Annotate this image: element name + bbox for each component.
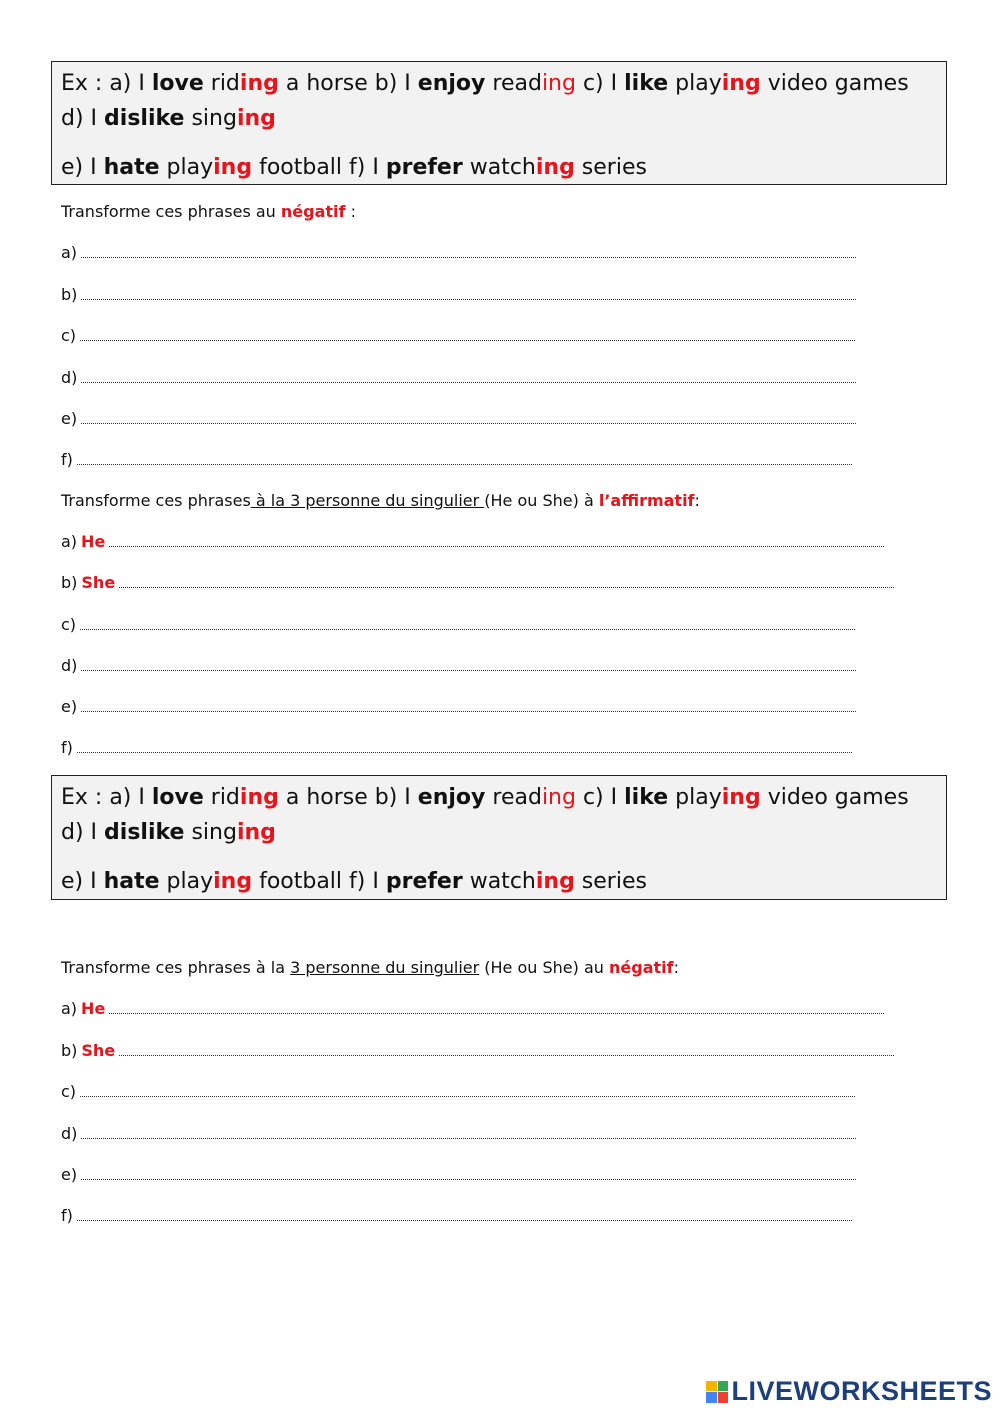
affirmatif-answer-line <box>61 738 852 757</box>
sentence-text: read <box>485 785 542 810</box>
sentence-text: play <box>159 155 214 180</box>
example-box-2 <box>51 775 947 900</box>
item-label: a) <box>61 532 78 551</box>
negatif-answer-line <box>61 409 856 428</box>
instruction-highlight: l’affirmatif <box>598 491 695 510</box>
affirmatif-answer-line <box>61 697 856 716</box>
instruction-underlined: à la 3 personne du singulier <box>250 491 485 510</box>
sentence-text: c) I <box>575 785 625 810</box>
answer-blank[interactable] <box>119 1055 894 1056</box>
instruction-text-middle: (He ou She) à <box>484 491 599 510</box>
answer-blank[interactable] <box>77 464 852 465</box>
sentence-text: play <box>159 869 214 894</box>
affirmatif-answer-line <box>61 656 856 675</box>
instruction-underlined: 3 personne du singulier <box>290 958 480 977</box>
instruction-text-end: : <box>345 202 356 221</box>
sentence-text: e) I <box>61 869 104 894</box>
sentence-text: a horse b) I <box>278 71 418 96</box>
instruction-text-middle: (He ou She) au <box>479 958 609 977</box>
instruction-text: Transforme ces phrases <box>61 491 251 510</box>
item-label: c) <box>61 615 77 634</box>
he-she-negatif-answer-line <box>61 1041 894 1060</box>
emphasis-word: prefer <box>385 869 463 894</box>
sentence-text: sing <box>184 106 237 131</box>
sentence-text: c) I <box>575 71 625 96</box>
item-label: b) <box>61 285 78 304</box>
answer-blank[interactable] <box>119 587 894 588</box>
he-she-negatif-answer-line <box>61 1124 856 1143</box>
answer-blank[interactable] <box>81 1179 856 1180</box>
pronoun-label: She <box>81 1041 116 1060</box>
he-she-negatif-answer-line <box>61 1165 856 1184</box>
example-1-line-2 <box>61 150 936 185</box>
sentence-text: play <box>668 785 722 810</box>
example-1-line-1 <box>61 66 936 136</box>
instruction-highlight: négatif <box>280 202 346 221</box>
instruction-highlight: négatif <box>609 958 674 977</box>
sentence-text: sing <box>184 820 237 845</box>
sentence-text: watch <box>462 155 536 180</box>
sentence-text: video games d) I <box>61 785 909 845</box>
item-label: f) <box>61 450 73 469</box>
item-label: a) <box>61 999 78 1018</box>
item-label: d) <box>61 656 78 675</box>
he-she-negatif-answer-line <box>61 1082 855 1101</box>
emphasis-word: ing <box>239 71 279 96</box>
sentence-text: e) I <box>61 155 104 180</box>
answer-blank[interactable] <box>81 257 856 258</box>
sentence-text: rid <box>203 785 240 810</box>
sentence-text: series <box>574 155 647 180</box>
emphasis-word: love <box>151 71 204 96</box>
sentence-text: play <box>668 71 722 96</box>
item-label: f) <box>61 1206 73 1225</box>
negatif-answer-line <box>61 243 856 262</box>
emphasis-word: ing <box>239 785 279 810</box>
answer-blank[interactable] <box>80 1096 855 1097</box>
instruction-text: Transforme ces phrases au <box>61 202 281 221</box>
negatif-answer-line <box>61 326 855 345</box>
answer-blank[interactable] <box>77 1220 852 1221</box>
emphasis-word: love <box>151 785 204 810</box>
emphasis-word: dislike <box>104 106 185 131</box>
he-she-negatif-answer-line <box>61 999 884 1018</box>
emphasis-word: like <box>624 71 669 96</box>
item-label: a) <box>61 243 78 262</box>
emphasis-word: dislike <box>104 820 185 845</box>
negatif-answer-line <box>61 368 856 387</box>
sentence-text: series <box>574 869 647 894</box>
emphasis-word: hate <box>103 155 160 180</box>
item-label: b) <box>61 1041 78 1060</box>
sentence-text: video games d) I <box>61 71 909 131</box>
answer-blank[interactable] <box>109 1013 884 1014</box>
instruction-text: Transforme ces phrases à la <box>61 958 291 977</box>
instruction-negatif <box>61 202 356 221</box>
item-label: d) <box>61 368 78 387</box>
emphasis-word: hate <box>103 869 160 894</box>
emphasis-word: ing <box>541 71 576 96</box>
sentence-text: football f) I <box>252 869 386 894</box>
answer-blank[interactable] <box>80 629 855 630</box>
example-2-line-1 <box>61 780 936 850</box>
answer-blank[interactable] <box>80 340 855 341</box>
item-label: e) <box>61 697 78 716</box>
emphasis-word: ing <box>213 869 253 894</box>
instruction-text-end: : <box>694 491 700 510</box>
emphasis-word: like <box>624 785 669 810</box>
emphasis-word: ing <box>236 106 276 131</box>
affirmatif-answer-line <box>61 532 884 551</box>
item-label: b) <box>61 573 78 592</box>
liveworksheets-logo[interactable] <box>706 1376 992 1407</box>
sentence-text: Ex : a) I <box>61 71 152 96</box>
pronoun-label: He <box>81 999 106 1018</box>
he-she-negatif-answer-line <box>61 1206 852 1225</box>
answer-blank[interactable] <box>81 711 856 712</box>
instruction-he-she-negatif <box>61 958 679 977</box>
sentence-text: football f) I <box>252 155 386 180</box>
item-label: f) <box>61 738 73 757</box>
sentence-text: Ex : a) I <box>61 785 152 810</box>
item-label: e) <box>61 1165 78 1184</box>
example-box-1 <box>51 61 947 185</box>
emphasis-word: enjoy <box>417 71 486 96</box>
negatif-answer-line <box>61 285 856 304</box>
answer-blank[interactable] <box>81 670 856 671</box>
answer-blank[interactable] <box>81 299 856 300</box>
item-label: d) <box>61 1124 78 1143</box>
emphasis-word: ing <box>535 155 575 180</box>
liveworksheets-logo-icon <box>706 1381 728 1403</box>
emphasis-word: ing <box>236 820 276 845</box>
instruction-text-end: : <box>673 958 679 977</box>
example-2-line-2 <box>61 864 936 899</box>
emphasis-word: ing <box>213 155 253 180</box>
answer-blank[interactable] <box>77 752 852 753</box>
item-label: c) <box>61 1082 77 1101</box>
answer-blank[interactable] <box>81 382 856 383</box>
sentence-text: watch <box>462 869 536 894</box>
item-label: e) <box>61 409 78 428</box>
emphasis-word: enjoy <box>417 785 486 810</box>
emphasis-word: ing <box>535 869 575 894</box>
affirmatif-answer-line <box>61 615 855 634</box>
affirmatif-answer-line <box>61 573 894 592</box>
pronoun-label: He <box>81 532 106 551</box>
logo-text: LIVEWORKSHEETS <box>731 1376 992 1406</box>
negatif-answer-line <box>61 450 852 469</box>
instruction-affirmatif <box>61 491 700 510</box>
emphasis-word: ing <box>721 785 761 810</box>
sentence-text: a horse b) I <box>278 785 418 810</box>
pronoun-label: She <box>81 573 116 592</box>
answer-blank[interactable] <box>109 546 884 547</box>
emphasis-word: ing <box>721 71 761 96</box>
answer-blank[interactable] <box>81 1138 856 1139</box>
emphasis-word: prefer <box>385 155 463 180</box>
emphasis-word: ing <box>541 785 576 810</box>
answer-blank[interactable] <box>81 423 856 424</box>
sentence-text: read <box>485 71 542 96</box>
item-label: c) <box>61 326 77 345</box>
sentence-text: rid <box>203 71 240 96</box>
